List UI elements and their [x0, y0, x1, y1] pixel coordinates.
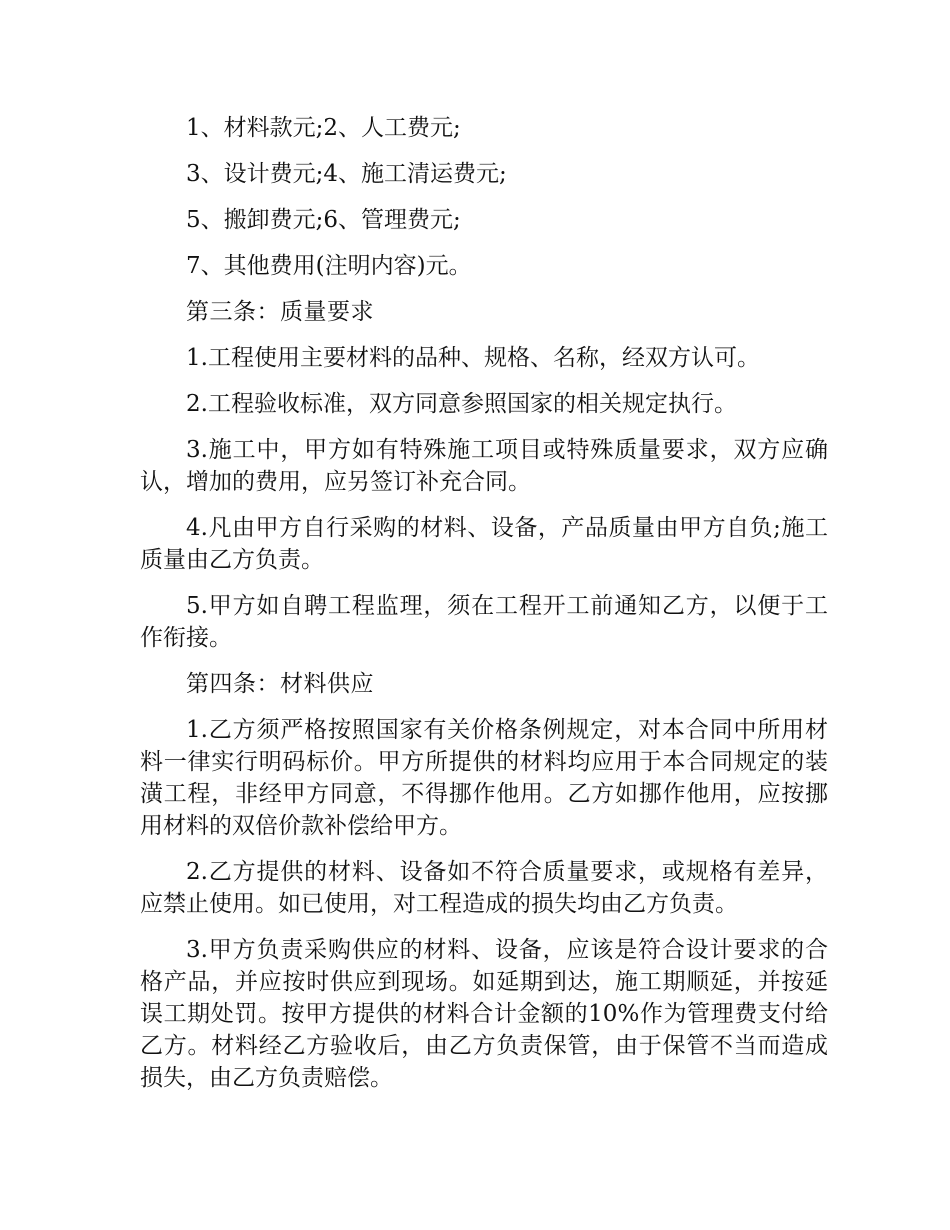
document-body — [140, 112, 828, 1108]
article-4-clause-3: 3.甲方负责采购供应的材料、设备，应该是符合设计要求的合格产品，并应按时供应到现场。如延期到达，施工期顺延，并按延误工期处罚。按甲方提供的材料合计金额的10%作为管理费支付给乙方。材料经乙方验收后，由乙方负责保管，由于保管不当而造成损失，由乙方负责赔偿。 — [140, 937, 828, 1091]
article-3-clause-3: 3.施工中，甲方如有特殊施工项目或特殊质量要求，双方应确认，增加的费用，应另签订补充合同。 — [140, 437, 828, 495]
cost-item-line-4: 7、其他费用(注明内容)元。 — [186, 253, 472, 279]
cost-item-line-3: 5、搬卸费元;6、管理费元; — [186, 207, 461, 233]
article-4-heading: 第四条：材料供应 — [186, 671, 374, 697]
article-4-clause-2: 2.乙方提供的材料、设备如不符合质量要求，或规格有差异，应禁止使用。如已使用，对工程造成的损失均由乙方负责。 — [140, 859, 828, 917]
article-3-clause-4: 4.凡由甲方自行采购的材料、设备，产品质量由甲方自负;施工质量由乙方负责。 — [140, 515, 828, 573]
article-3-clause-1: 1.工程使用主要材料的品种、规格、名称，经双方认可。 — [186, 345, 760, 371]
article-3-heading: 第三条：质量要求 — [186, 299, 374, 325]
cost-item-line-2: 3、设计费元;4、施工清运费元; — [186, 161, 507, 187]
article-4-clause-1: 1.乙方须严格按照国家有关价格条例规定，对本合同中所用材料一律实行明码标价。甲方所提供的材料均应用于本合同规定的装潢工程，非经甲方同意，不得挪作他用。乙方如挪作他用，应按挪用材料的双倍价款补偿给甲方。 — [140, 717, 828, 839]
article-3-clause-2: 2.工程验收标准，双方同意参照国家的相关规定执行。 — [186, 391, 737, 417]
cost-item-line-1: 1、材料款元;2、人工费元; — [186, 115, 461, 141]
article-3-clause-5: 5.甲方如自聘工程监理，须在工程开工前通知乙方，以便于工作衔接。 — [140, 593, 828, 651]
